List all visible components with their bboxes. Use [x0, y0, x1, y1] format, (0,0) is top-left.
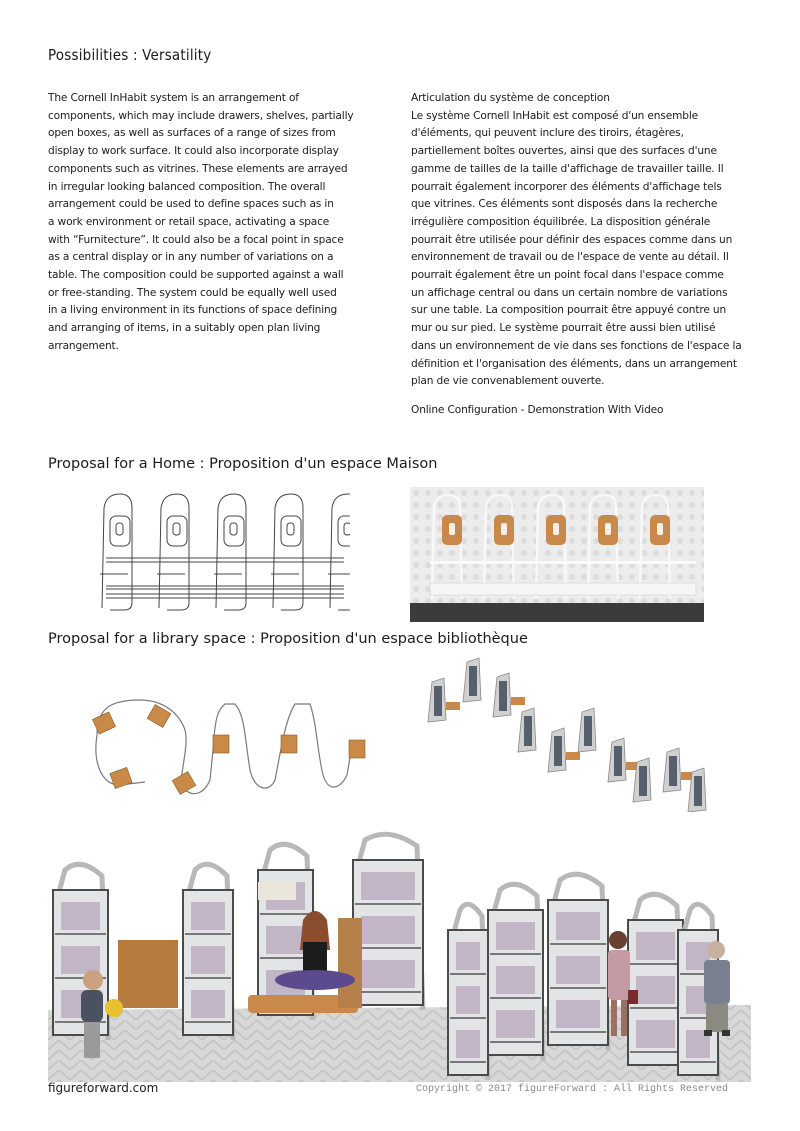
shelf-back [499, 681, 507, 711]
cushion-outline [110, 516, 130, 546]
shelf-back [469, 666, 477, 696]
sign-panel [258, 882, 296, 900]
french-description: Le système Cornell InHabit est composé d'un ensemble d'éléments, qui peuvent inclure des tiroirs, étagères, partiellement boîtes ouvertes, ainsi que des surfaces d'une gamme de tailles de la taille d'affichage de travailler taille. Il pourrait également incorporer des éléments d'affichage tels que vitrines. Ces éléments sont disposés dans la recherche irrégulière composition équilibrée. La disposition générale pourrait être utilisée pour définir des espaces comme dans un environnement de travail ou de l'espace de vente au détail. Il pourrait également être un point focal dans l'espace comme un affichage central ou dans un certain nombre de variations sur une table. La composition pourrait être appuyé contre un mur ou sur pied. Le système pourrait être aussi bien utilisé dans un environnement de vie dans ses fonctions de l'espace la définition et l'organisation des éléments, dans un arrangement plan de vie convenablement ouverte. [411, 109, 742, 388]
handle-outline [230, 523, 237, 535]
chair-frame [159, 494, 189, 610]
shelf-back [669, 756, 677, 786]
online-configuration-link[interactable]: Online Configuration - Demonstration With Video [411, 404, 664, 416]
french-heading: Articulation du système de conception [411, 92, 610, 104]
panel-handle [501, 523, 507, 535]
books [496, 922, 535, 950]
panel-handle [657, 523, 663, 535]
books [636, 932, 675, 960]
panel-handle [449, 523, 455, 535]
shelf-back [554, 736, 562, 766]
books [266, 926, 305, 954]
books [556, 912, 600, 940]
english-description: The Cornell InHabit system is an arrangement of components, which may include drawers, shelves, partially open boxes, as well as surfaces of a range of sizes from display to work surface. It could also incorporate display components such as vitrines. These elements are arrayed in irregular looking balanced composition. The overall arrangement could be used to define spaces such as in a work environment or retail space, activating a space with “Furnitecture”. It could also be a focal point in space as a central display or in any number of variations on a table. The composition could be supported against a wall or free-standing. The system could be equally well used in a living environment in its functions of space defining and arranging of items, in a suitably open plan living arrangement. [48, 92, 354, 352]
handle-outline [116, 523, 123, 535]
bench-seat [511, 697, 525, 705]
panel-handle [553, 523, 559, 535]
library-scene-render [48, 830, 751, 1082]
cushion-outline [167, 516, 187, 546]
shelf-back [434, 686, 442, 716]
books [361, 960, 415, 988]
home-render-image [410, 487, 704, 622]
bench-seat [566, 752, 580, 760]
books [361, 916, 415, 944]
section-heading-home: Proposal for a Home : Proposition d'un espace Maison [48, 456, 438, 472]
library-plan-drawing [85, 690, 375, 800]
books [636, 1020, 675, 1048]
handle-outline [344, 523, 350, 535]
books [61, 946, 100, 974]
shelf-rail [430, 561, 696, 564]
wood-bench [118, 940, 178, 1008]
shelf-back [694, 776, 702, 806]
books [361, 872, 415, 900]
books [191, 946, 225, 974]
books [191, 902, 225, 930]
chair-frame [102, 494, 132, 610]
books [456, 1030, 480, 1058]
books [556, 1000, 600, 1028]
books [496, 966, 535, 994]
shelf-back [584, 716, 592, 746]
chair-frame [273, 494, 303, 610]
books [456, 986, 480, 1014]
library-axonometric-render [418, 652, 708, 812]
chair-frame [216, 494, 246, 610]
handle-outline [173, 523, 180, 535]
bench-seat [430, 583, 696, 595]
wood-seatback [338, 918, 362, 1008]
cushion-outline [281, 516, 301, 546]
section-heading-library: Proposal for a library space : Proposition d'un espace bibliothèque [48, 631, 528, 647]
handle-outline [287, 523, 294, 535]
shelf-back [614, 746, 622, 776]
books [191, 990, 225, 1018]
footer-copyright: Copyright © 2017 figureForward : All Rights Reserved [416, 1084, 729, 1095]
shelf-back [524, 716, 532, 746]
cushion-outline [224, 516, 244, 546]
bench-seat [446, 702, 460, 710]
books [61, 902, 100, 930]
panel-handle [605, 523, 611, 535]
footer-website[interactable]: figureforward.com [48, 1081, 159, 1095]
books [456, 942, 480, 970]
books [556, 956, 600, 984]
chair-frame [330, 494, 350, 610]
books [636, 976, 675, 1004]
home-line-drawing [92, 488, 350, 614]
page-title: Possibilities : Versatility [48, 46, 212, 64]
shelf-back [639, 766, 647, 796]
books [496, 1010, 535, 1038]
